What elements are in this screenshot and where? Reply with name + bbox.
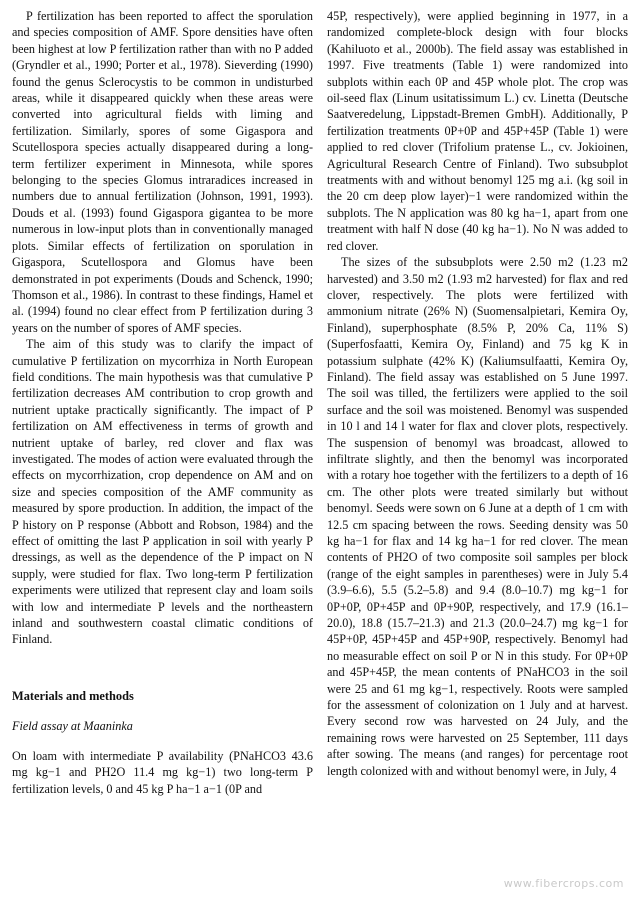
right-column bbox=[327, 8, 628, 900]
methods-paragraph-plots: The sizes of the subsubplots were 2.50 m2 (1.23 m2 harvested) and 3.50 m2 (1.93 m2 harvested) for flax and red clover, respectively. The plots were fertilized with ammonium nitrate (26% N) (Suomensalpietari, Kemira Oy, Finland), superphosphate (8.5% P, 20% Ca, 11% S) (Superfosfaatti, Kemira Oy, Finland) and 75 kg K in potassium sulphate (42% K) (Kaliumsulfaatti, Kemira Oy, Finland). The field assay was established on 5 June 1997. The soil was tilled, the fertilizers were applied to the soil surface and the soil was moistened. Benomyl was suspended in 10 l and 14 l water for flax and clover plots, respectively. The suspension of benomyl was broadcast, allowed to infiltrate slightly, and then the benomyl was incorporated with a rotary hoe together with the fertilizers to a depth of 16 cm. The other plots were treated similarly but without benomyl. Seeds were sown on 6 June at a depth of 1 cm with 12.5 cm spacing between the rows. Seeding density was 50 kg ha−1 for flax and 14 kg ha−1 for red clover. The mean contents of PH2O of two composite soil samples per block (range of the eight samples in parentheses) were in July 5.4 (3.9–6.6), 5.5 (5.2–5.8) and 9.4 (8.0–10.7) mg kg−1 for 0P+0P, 0P+45P and 0P+90P, respectively, and 17.9 (16.1–20.0), 18.8 (15.7–21.3) and 21.3 (20.0–24.7) mg kg−1 for 45P+0P, 45P+45P and 45P+90P, respectively. Benomyl had no measurable effect on soil P or N in this study. For 0P+0P and 45P+45P, the mean contents of PNaHCO3 in the soil were 25 and 61 mg kg−1, respectively. Roots were sampled for the assessment of colonization on 1 July and at harvest. Every second row was harvested on 24 July, and the remaining rows were harvested on 25 September, 111 days after sowing. The means (and ranges) for percentage root length colonized with and without benomyl were, in July, 4 bbox=[327, 255, 628, 778]
subsection-spacer bbox=[12, 704, 313, 718]
intro-paragraph-aim: The aim of this study was to clarify the impact of cumulative P fertilization on mycorrhiza in North European field conditions. The main hypothesis was that cumulative P fertilization decreases AM contribution to crop growth and nutrient uptake practically significantly. The impact of P fertilization on AM effectiveness in terms of growth and nutrient uptake of barley, red clover and flax was investigated. The modes of action were evaluated through the effects on mycorrhization, crop dependence on AM and on size and species composition of the AMF community as measured by spore production. In addition, the impact of the P history on P response (Abbott and Robson, 1984) and the effect of omitting the last P application in soil with yearly P dressings, as well as the dependence of the P impact on N supply, were studied for flax. Two long-term P fertilization experiments were utilized that represent clay and loam soils with low and intermediate P levels and the northeastern inland and southwestern coastal climatic conditions of Finland. bbox=[12, 337, 313, 647]
section-heading-materials-methods: Materials and methods bbox=[12, 688, 134, 703]
methods-paragraph-loam: On loam with intermediate P availability (PNaHCO3 43.6 mg kg−1 and PH2O 11.4 mg kg−1) two long-term P fertilization levels, 0 and 45 kg P ha−1 a−1 (0P and bbox=[12, 748, 313, 796]
subsection-heading-field-assay: Field assay at Maaninka bbox=[12, 718, 133, 733]
left-column bbox=[12, 8, 313, 900]
watermark: www.fibercrops.com bbox=[503, 877, 624, 890]
paragraph-spacer bbox=[12, 734, 313, 748]
methods-paragraph-design: 45P, respectively), were applied beginning in 1977, in a randomized complete-block design with four blocks (Kahiluoto et al., 2000b). The field assay was established in 1997. Five treatments (Table 1) were randomized into subplots within each 0P and 45P whole plot. The crop was oil-seed flax (Linum usitatissimum L.) cv. Linetta (Deutsche Saatveredelung, Lippstadt-Bremen GmbH). Additionally, P fertilization treatments 0P+0P and 45P+45P (Table 1) were applied to red clover (Trifolium pratense L., cv. Jokioinen, Agricultural Research Centre of Finland). Two subsubplot treatments with and without benomyl 125 mg a.i. (kg soil in the 20 cm deep plow layer)−1 were randomized within the subplots. The N application was 80 kg ha−1, apart from one treatment with half N dose (40 kg ha−1). No N was added to red clover. bbox=[327, 9, 628, 253]
intro-paragraph-sporulation: P fertilization has been reported to affect the sporulation and species composition of AMF. Spore densities have often been highest at low P fertilization rather than with no P added (Gryndler et al., 1990; Porter et al., 1978). Sieverding (1990) found the genus Sclerocystis to be common in undisturbed areas, while it disappeared quickly when these areas were converted into agricultural fields with liming and fertilization. Similarly, spores of some Gigaspora and Scutellospora species actually disappeared during a long-term fertilizer experiment in Minnesota, while spores belonging to the species Glomus intraradices increased in numbers due to annual fertilization (Johnson, 1991, 1993). Douds et al. (1993) found Gigaspora gigantea to be more numerous in low-input plots than in conventionally managed plots. Similar effects of fertilization on sporulation in Gigaspora, Scutellospora and Glomus have been demonstrated in pot experiments (Douds and Schenck, 1990; Thomson et al., 1986). In contrast to these findings, Hamel et al. (1994) found no clear effect from P fertilization during 3 years on the number of spores of AMF species. bbox=[12, 9, 313, 335]
section-spacer bbox=[12, 648, 313, 688]
